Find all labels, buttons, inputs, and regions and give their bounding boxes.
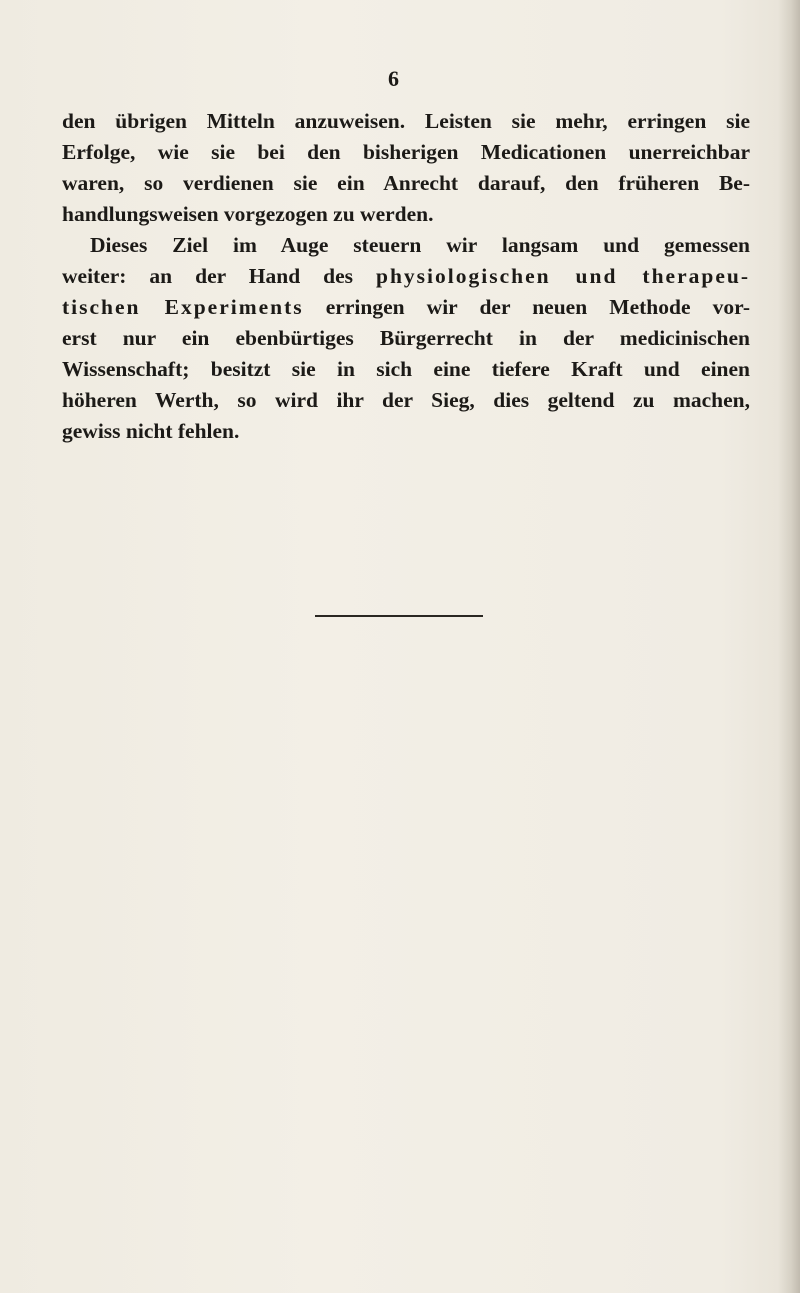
- text-line: den übrigen Mitteln anzuweisen. Leisten sie mehr, erringen sie: [62, 109, 750, 133]
- text-segment: erringen wir der neuen Methode vor-: [303, 295, 750, 319]
- page-edge-shadow: [778, 0, 800, 1293]
- text-line: höheren Werth, so wird ihr der Sieg, dies geltend zu machen,: [62, 388, 750, 412]
- text-line: [62, 261, 750, 292]
- text-line: erst nur ein ebenbürtiges Bürgerrecht in der medicinischen: [62, 326, 750, 350]
- text-line: [62, 292, 750, 323]
- text-segment: weiter: an der Hand des: [62, 264, 376, 288]
- spaced-emphasis: physiologischen und therapeu-: [376, 264, 750, 288]
- text-line: Erfolge, wie sie bei den bisherigen Medicationen unerreichbar: [62, 140, 750, 164]
- text-line: handlungsweisen vorgezogen zu werden.: [62, 202, 434, 226]
- spaced-emphasis: tischen Experiments: [62, 295, 304, 319]
- text-line: waren, so verdienen sie ein Anrecht darauf, den früheren Be-: [62, 171, 750, 195]
- text-line: Wissenschaft; besitzt sie in sich eine tiefere Kraft und einen: [62, 357, 750, 381]
- text-line: gewiss nicht fehlen.: [62, 419, 240, 443]
- text-line: Dieses Ziel im Auge steuern wir langsam und gemessen: [90, 233, 750, 257]
- body-text: [62, 106, 750, 447]
- page-number: 6: [388, 66, 399, 91]
- section-divider: [315, 615, 483, 617]
